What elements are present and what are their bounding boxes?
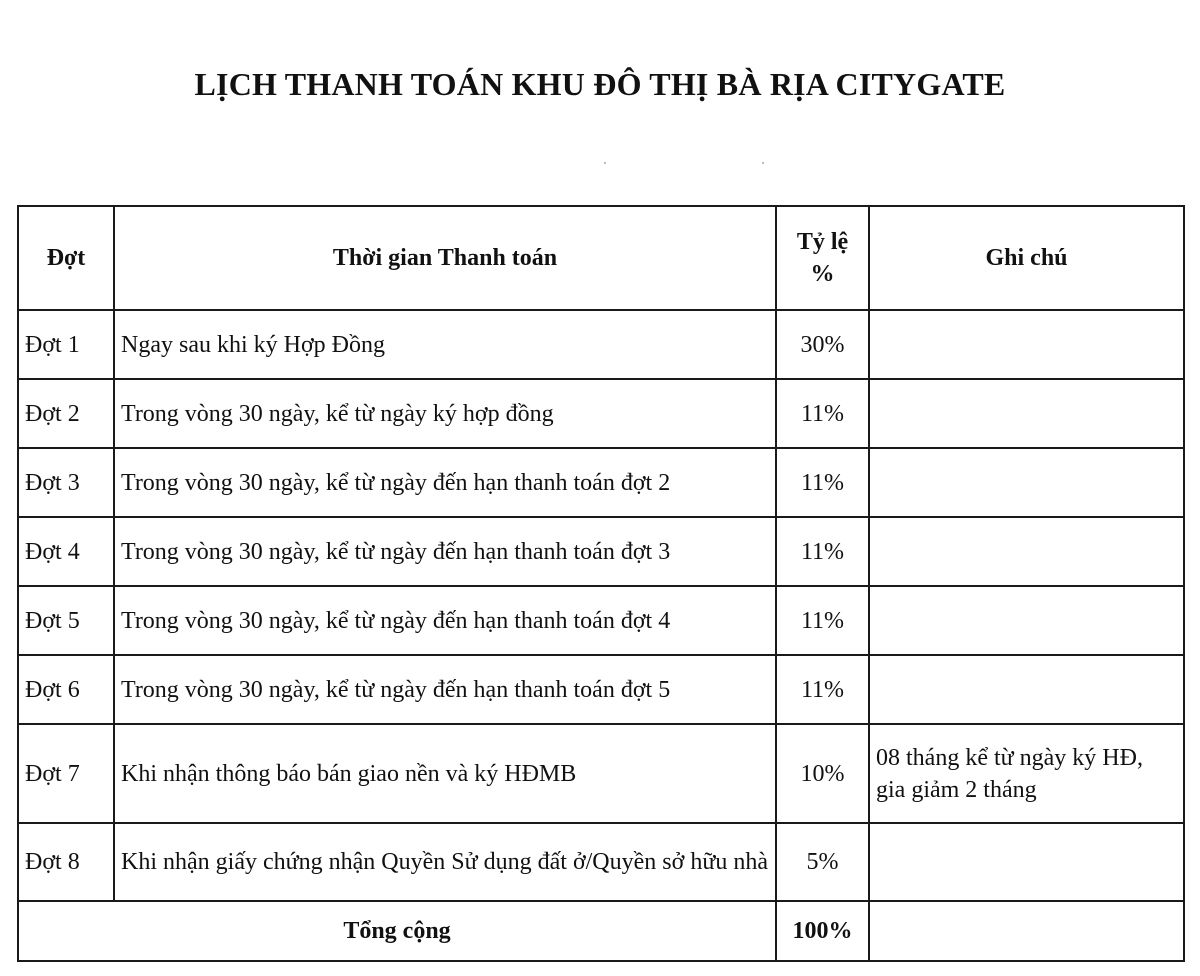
cell-time: Trong vòng 30 ngày, kể từ ngày đến hạn thanh toán đợt 2 (114, 448, 776, 517)
cell-note (869, 448, 1184, 517)
cell-note (869, 517, 1184, 586)
cell-note (869, 823, 1184, 901)
header-time: Thời gian Thanh toán (114, 206, 776, 310)
cell-rate: 11% (776, 379, 869, 448)
total-label: Tổng cộng (18, 901, 776, 961)
cell-dot: Đợt 8 (18, 823, 114, 901)
cell-note (869, 379, 1184, 448)
cell-time: Ngay sau khi ký Hợp Đồng (114, 310, 776, 379)
header-rate-line2: % (810, 261, 835, 287)
cell-note: 08 tháng kể từ ngày ký HĐ, gia giảm 2 tháng (869, 724, 1184, 823)
cell-rate: 5% (776, 823, 869, 901)
cell-dot: Đợt 6 (18, 655, 114, 724)
table-row (18, 379, 1184, 448)
cell-dot: Đợt 3 (18, 448, 114, 517)
cell-rate: 11% (776, 655, 869, 724)
cell-time: Khi nhận thông báo bán giao nền và ký HĐMB (114, 724, 776, 823)
cell-rate: 10% (776, 724, 869, 823)
payment-schedule-table (17, 205, 1185, 962)
cell-time: Trong vòng 30 ngày, kể từ ngày ký hợp đồng (114, 379, 776, 448)
header-rate-line1: Tỷ lệ (796, 229, 849, 255)
cell-dot: Đợt 5 (18, 586, 114, 655)
cell-note (869, 586, 1184, 655)
cell-rate: 11% (776, 517, 869, 586)
table-row (18, 724, 1184, 823)
cell-dot: Đợt 1 (18, 310, 114, 379)
cell-note (869, 310, 1184, 379)
cell-dot: Đợt 7 (18, 724, 114, 823)
total-row (18, 901, 1184, 961)
total-value: 100% (776, 901, 869, 961)
header-note: Ghi chú (869, 206, 1184, 310)
cell-dot: Đợt 4 (18, 517, 114, 586)
total-note (869, 901, 1184, 961)
table-row (18, 310, 1184, 379)
cell-dot: Đợt 2 (18, 379, 114, 448)
header-dot: Đợt (18, 206, 114, 310)
cell-time: Trong vòng 30 ngày, kể từ ngày đến hạn thanh toán đợt 4 (114, 586, 776, 655)
cell-time: Khi nhận giấy chứng nhận Quyền Sử dụng đất ở/Quyền sở hữu nhà (114, 823, 776, 901)
table-row (18, 823, 1184, 901)
table-row (18, 655, 1184, 724)
cell-time: Trong vòng 30 ngày, kể từ ngày đến hạn thanh toán đợt 5 (114, 655, 776, 724)
header-rate (776, 206, 869, 310)
page-title: LỊCH THANH TOÁN KHU ĐÔ THỊ BÀ RỊA CITYGATE (194, 66, 1006, 102)
table-row (18, 517, 1184, 586)
scan-speck (762, 162, 764, 164)
scan-speck (604, 162, 606, 164)
table-row (18, 586, 1184, 655)
table-header-row (18, 206, 1184, 310)
cell-rate: 30% (776, 310, 869, 379)
cell-note (869, 655, 1184, 724)
cell-time: Trong vòng 30 ngày, kể từ ngày đến hạn thanh toán đợt 3 (114, 517, 776, 586)
table-row (18, 448, 1184, 517)
cell-rate: 11% (776, 586, 869, 655)
cell-rate: 11% (776, 448, 869, 517)
